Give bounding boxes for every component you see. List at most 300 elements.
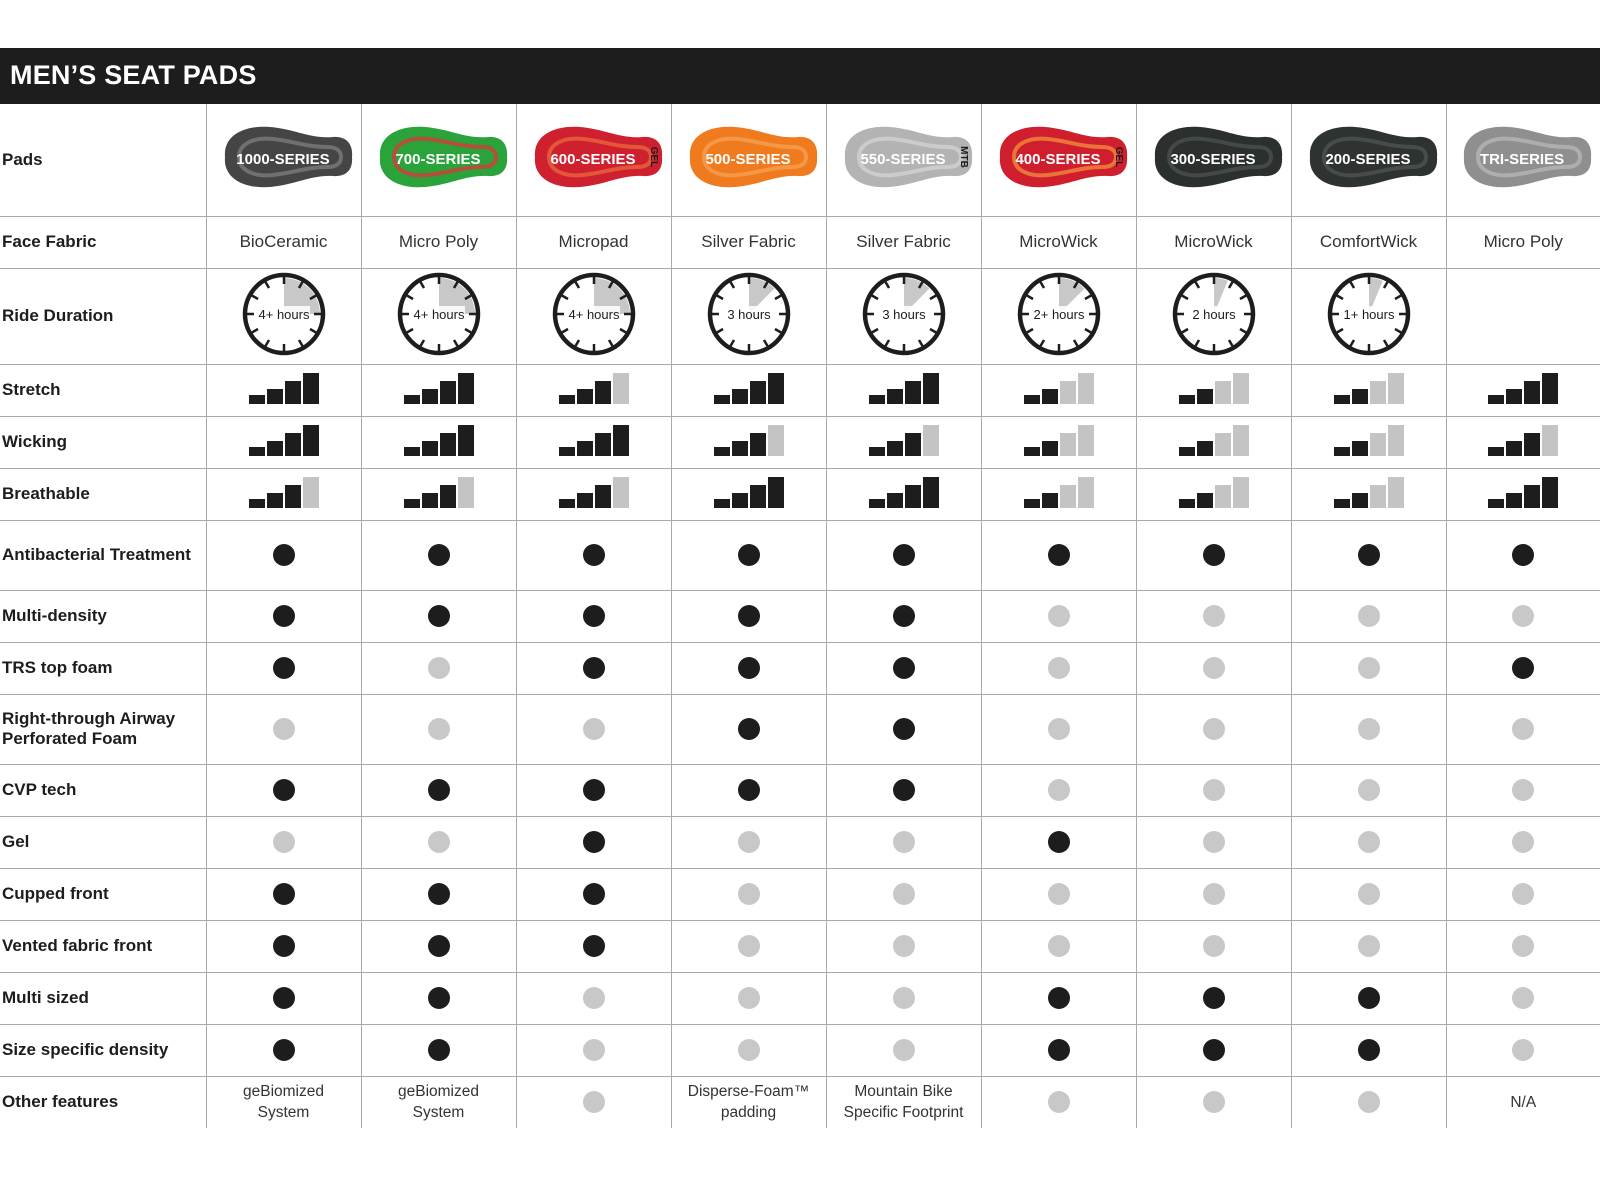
face-fabric-value: ComfortWick bbox=[1319, 232, 1418, 251]
rating-bar bbox=[1060, 381, 1076, 404]
feature-yes-dot bbox=[273, 987, 295, 1009]
rating-bar bbox=[750, 485, 766, 508]
face-fabric-value: Silver Fabric bbox=[701, 232, 796, 251]
row-label-text: Pads bbox=[2, 149, 43, 169]
row-size-specific-density-cell bbox=[516, 1024, 671, 1076]
row-airway-cell bbox=[1291, 694, 1446, 764]
rating-bars bbox=[1024, 424, 1094, 456]
row-cvp-tech-cell bbox=[981, 764, 1136, 816]
row-antibacterial-cell bbox=[1291, 520, 1446, 590]
feature-no-dot bbox=[428, 718, 450, 740]
feature-no-dot bbox=[1203, 718, 1225, 740]
row-multi-density bbox=[0, 590, 1600, 642]
row-breathable-cell bbox=[206, 468, 361, 520]
duration-label: 3 hours bbox=[726, 306, 771, 322]
row-vented-fabric-front-cell bbox=[1291, 920, 1446, 972]
feature-no-dot bbox=[1358, 657, 1380, 679]
rating-bar bbox=[732, 493, 748, 508]
row-label-text: Size specific density bbox=[2, 1040, 169, 1059]
rating-bar bbox=[1042, 389, 1058, 404]
row-wicking-cell bbox=[1291, 416, 1446, 468]
feature-no-dot bbox=[1203, 831, 1225, 853]
feature-yes-dot bbox=[273, 1039, 295, 1061]
feature-yes-dot bbox=[1203, 544, 1225, 566]
rating-bar bbox=[1506, 441, 1522, 456]
other-features-line1: Disperse-Foam™ bbox=[687, 1083, 810, 1101]
feature-yes-dot bbox=[1358, 987, 1380, 1009]
row-pads-cell bbox=[826, 104, 981, 216]
page-title: MEN’S SEAT PADS bbox=[10, 60, 257, 90]
rating-bars bbox=[1334, 476, 1404, 508]
row-wicking-cell bbox=[361, 416, 516, 468]
comparison-table bbox=[0, 104, 1600, 1128]
row-airway-cell bbox=[516, 694, 671, 764]
row-airway-cell bbox=[1446, 694, 1600, 764]
row-ride-duration-cell bbox=[361, 268, 516, 364]
row-cupped-front-cell bbox=[671, 868, 826, 920]
other-features-line1: Mountain Bike bbox=[854, 1083, 953, 1101]
row-multi-sized-cell bbox=[361, 972, 516, 1024]
feature-yes-dot bbox=[583, 605, 605, 627]
row-ride-duration-cell bbox=[671, 268, 826, 364]
feature-yes-dot bbox=[428, 935, 450, 957]
seat-pad-image bbox=[680, 117, 818, 197]
row-breathable bbox=[0, 468, 1600, 520]
feature-no-dot bbox=[1512, 831, 1534, 853]
feature-yes-dot bbox=[1358, 1039, 1380, 1061]
rating-bars bbox=[559, 476, 629, 508]
row-face-fabric bbox=[0, 216, 1600, 268]
feature-no-dot bbox=[1512, 987, 1534, 1009]
row-size-specific-density bbox=[0, 1024, 1600, 1076]
row-label-text: Gel bbox=[2, 832, 30, 851]
row-antibacterial-cell bbox=[1136, 520, 1291, 590]
row-antibacterial-cell bbox=[361, 520, 516, 590]
row-ride-duration-cell bbox=[516, 268, 671, 364]
feature-no-dot bbox=[1358, 1091, 1380, 1113]
row-trs-top-foam-cell bbox=[206, 642, 361, 694]
rating-bars bbox=[1488, 372, 1558, 404]
row-trs-top-foam-cell bbox=[671, 642, 826, 694]
feature-no-dot bbox=[738, 831, 760, 853]
rating-bar bbox=[577, 441, 593, 456]
feature-no-dot bbox=[1048, 718, 1070, 740]
pad-series-name: TRI-SERIES bbox=[1480, 151, 1565, 169]
row-breathable-cell bbox=[826, 468, 981, 520]
row-other-features-cell bbox=[516, 1076, 671, 1128]
feature-no-dot bbox=[893, 1039, 915, 1061]
rating-bar bbox=[422, 441, 438, 456]
pad-badge: MTB bbox=[957, 146, 969, 169]
feature-yes-dot bbox=[1048, 1039, 1070, 1061]
row-wicking-cell bbox=[1136, 416, 1291, 468]
rating-bar bbox=[613, 425, 629, 456]
rating-bar bbox=[1042, 493, 1058, 508]
rating-bars bbox=[1488, 476, 1558, 508]
row-label-text: Face Fabric bbox=[2, 232, 97, 251]
rating-bar bbox=[458, 373, 474, 404]
feature-yes-dot bbox=[273, 605, 295, 627]
feature-no-dot bbox=[893, 935, 915, 957]
row-cvp-tech-cell bbox=[206, 764, 361, 816]
rating-bar bbox=[1488, 395, 1504, 404]
row-breathable-cell bbox=[1291, 468, 1446, 520]
duration-label: 2 hours bbox=[1191, 306, 1236, 322]
row-vented-fabric-front-cell bbox=[206, 920, 361, 972]
row-breathable-cell bbox=[671, 468, 826, 520]
seat-pad-image bbox=[835, 117, 973, 197]
feature-yes-dot bbox=[273, 935, 295, 957]
row-vented-fabric-front-label bbox=[0, 920, 206, 972]
feature-yes-dot bbox=[583, 544, 605, 566]
rating-bar bbox=[1233, 477, 1249, 508]
rating-bar bbox=[595, 433, 611, 456]
feature-yes-dot bbox=[893, 544, 915, 566]
row-pads-cell bbox=[1136, 104, 1291, 216]
rating-bar bbox=[905, 381, 921, 404]
feature-yes-dot bbox=[893, 657, 915, 679]
rating-bar bbox=[714, 499, 730, 508]
rating-bar bbox=[404, 499, 420, 508]
rating-bar bbox=[404, 395, 420, 404]
row-airway-cell bbox=[671, 694, 826, 764]
row-face-fabric-cell bbox=[361, 216, 516, 268]
row-other-features-cell bbox=[671, 1076, 826, 1128]
row-multi-density-cell bbox=[826, 590, 981, 642]
rating-bar bbox=[732, 441, 748, 456]
feature-yes-dot bbox=[273, 883, 295, 905]
rating-bar bbox=[249, 395, 265, 404]
row-face-fabric-cell bbox=[671, 216, 826, 268]
other-features-line1: geBiomized bbox=[398, 1083, 479, 1101]
feature-no-dot bbox=[1512, 718, 1534, 740]
row-trs-top-foam-cell bbox=[1291, 642, 1446, 694]
row-multi-density-cell bbox=[1291, 590, 1446, 642]
feature-no-dot bbox=[583, 987, 605, 1009]
row-face-fabric-cell bbox=[1136, 216, 1291, 268]
row-breathable-cell bbox=[516, 468, 671, 520]
feature-no-dot bbox=[1512, 1039, 1534, 1061]
rating-bar bbox=[1352, 389, 1368, 404]
row-other-features-cell bbox=[981, 1076, 1136, 1128]
duration-clock bbox=[1170, 270, 1258, 358]
row-ride-duration-label bbox=[0, 268, 206, 364]
row-gel-cell bbox=[516, 816, 671, 868]
other-features-line1: N/A bbox=[1510, 1093, 1537, 1111]
rating-bar bbox=[1388, 425, 1404, 456]
rating-bar bbox=[1024, 447, 1040, 456]
row-wicking-cell bbox=[206, 416, 361, 468]
feature-yes-dot bbox=[1203, 1039, 1225, 1061]
rating-bar bbox=[1179, 395, 1195, 404]
rating-bar bbox=[1370, 433, 1386, 456]
rating-bar bbox=[613, 373, 629, 404]
row-airway-cell bbox=[826, 694, 981, 764]
rating-bars bbox=[249, 476, 319, 508]
row-ride-duration-cell bbox=[1136, 268, 1291, 364]
row-trs-top-foam-cell bbox=[826, 642, 981, 694]
rating-bar bbox=[869, 447, 885, 456]
row-other-features-label bbox=[0, 1076, 206, 1128]
row-label-line1: Right-through Airway bbox=[2, 709, 176, 728]
rating-bars bbox=[714, 476, 784, 508]
row-antibacterial-cell bbox=[516, 520, 671, 590]
rating-bar bbox=[1078, 373, 1094, 404]
row-cvp-tech-cell bbox=[671, 764, 826, 816]
row-face-fabric-cell bbox=[1446, 216, 1600, 268]
rating-bar bbox=[422, 493, 438, 508]
feature-yes-dot bbox=[583, 657, 605, 679]
feature-no-dot bbox=[583, 1091, 605, 1113]
feature-yes-dot bbox=[893, 718, 915, 740]
rating-bar bbox=[923, 425, 939, 456]
rating-bars bbox=[869, 424, 939, 456]
row-pads-cell bbox=[1446, 104, 1600, 216]
row-multi-density-cell bbox=[1446, 590, 1600, 642]
row-cupped-front-cell bbox=[1291, 868, 1446, 920]
feature-yes-dot bbox=[1512, 657, 1534, 679]
rating-bar bbox=[1488, 447, 1504, 456]
rating-bar bbox=[440, 433, 456, 456]
row-vented-fabric-front-cell bbox=[1136, 920, 1291, 972]
rating-bar bbox=[1334, 499, 1350, 508]
rating-bar bbox=[1334, 395, 1350, 404]
feature-no-dot bbox=[1203, 883, 1225, 905]
rating-bar bbox=[613, 477, 629, 508]
feature-yes-dot bbox=[1048, 831, 1070, 853]
row-breathable-label bbox=[0, 468, 206, 520]
feature-no-dot bbox=[1358, 779, 1380, 801]
rating-bar bbox=[577, 493, 593, 508]
row-antibacterial bbox=[0, 520, 1600, 590]
feature-no-dot bbox=[583, 718, 605, 740]
rating-bar bbox=[887, 389, 903, 404]
feature-yes-dot bbox=[893, 605, 915, 627]
feature-no-dot bbox=[738, 935, 760, 957]
row-other-features-cell bbox=[1136, 1076, 1291, 1128]
feature-no-dot bbox=[893, 883, 915, 905]
row-multi-sized-cell bbox=[206, 972, 361, 1024]
rating-bar bbox=[440, 485, 456, 508]
row-face-fabric-cell bbox=[206, 216, 361, 268]
feature-no-dot bbox=[1203, 779, 1225, 801]
feature-no-dot bbox=[738, 883, 760, 905]
row-vented-fabric-front-cell bbox=[516, 920, 671, 972]
pad-series-name: 500-SERIES bbox=[704, 151, 791, 169]
row-size-specific-density-cell bbox=[826, 1024, 981, 1076]
feature-yes-dot bbox=[428, 883, 450, 905]
row-stretch-cell bbox=[1291, 364, 1446, 416]
row-size-specific-density-cell bbox=[361, 1024, 516, 1076]
row-face-fabric-cell bbox=[826, 216, 981, 268]
duration-clock bbox=[705, 270, 793, 358]
row-label-text: TRS top foam bbox=[2, 658, 113, 677]
row-trs-top-foam-cell bbox=[516, 642, 671, 694]
feature-no-dot bbox=[428, 831, 450, 853]
row-airway-cell bbox=[1136, 694, 1291, 764]
row-vented-fabric-front-cell bbox=[1446, 920, 1600, 972]
row-multi-sized-label bbox=[0, 972, 206, 1024]
rating-bar bbox=[559, 499, 575, 508]
rating-bar bbox=[1078, 425, 1094, 456]
other-features-line1: geBiomized bbox=[243, 1083, 324, 1101]
rating-bar bbox=[577, 389, 593, 404]
row-multi-density-cell bbox=[206, 590, 361, 642]
row-cupped-front-cell bbox=[516, 868, 671, 920]
row-airway bbox=[0, 694, 1600, 764]
face-fabric-value: Silver Fabric bbox=[856, 232, 951, 251]
rating-bar bbox=[768, 373, 784, 404]
feature-yes-dot bbox=[1512, 544, 1534, 566]
feature-no-dot bbox=[893, 831, 915, 853]
row-trs-top-foam-cell bbox=[1446, 642, 1600, 694]
row-cupped-front bbox=[0, 868, 1600, 920]
rating-bars bbox=[404, 476, 474, 508]
row-cupped-front-label bbox=[0, 868, 206, 920]
feature-yes-dot bbox=[738, 779, 760, 801]
row-wicking-cell bbox=[981, 416, 1136, 468]
pad-series-name: 700-SERIES bbox=[394, 151, 481, 169]
pad-series-name: 400-SERIES bbox=[1014, 151, 1101, 169]
duration-clock bbox=[1325, 270, 1413, 358]
feature-yes-dot bbox=[273, 657, 295, 679]
duration-label: 4+ hours bbox=[258, 306, 309, 322]
rating-bar bbox=[1197, 493, 1213, 508]
row-multi-density-cell bbox=[671, 590, 826, 642]
rating-bars bbox=[869, 372, 939, 404]
row-size-specific-density-cell bbox=[671, 1024, 826, 1076]
feature-no-dot bbox=[1048, 657, 1070, 679]
feature-yes-dot bbox=[428, 605, 450, 627]
rating-bar bbox=[1024, 395, 1040, 404]
rating-bar bbox=[923, 477, 939, 508]
rating-bar bbox=[595, 485, 611, 508]
feature-no-dot bbox=[1512, 935, 1534, 957]
duration-clock bbox=[860, 270, 948, 358]
row-size-specific-density-cell bbox=[1136, 1024, 1291, 1076]
row-cupped-front-cell bbox=[361, 868, 516, 920]
row-stretch-label bbox=[0, 364, 206, 416]
row-wicking bbox=[0, 416, 1600, 468]
feature-yes-dot bbox=[1048, 987, 1070, 1009]
rating-bar bbox=[1388, 373, 1404, 404]
rating-bar bbox=[1506, 493, 1522, 508]
row-trs-top-foam-cell bbox=[1136, 642, 1291, 694]
row-vented-fabric-front-cell bbox=[826, 920, 981, 972]
feature-no-dot bbox=[1358, 883, 1380, 905]
row-size-specific-density-label bbox=[0, 1024, 206, 1076]
duration-clock bbox=[1015, 270, 1103, 358]
rating-bars bbox=[1179, 476, 1249, 508]
row-multi-density-cell bbox=[516, 590, 671, 642]
feature-no-dot bbox=[583, 1039, 605, 1061]
row-other-features-cell bbox=[1291, 1076, 1446, 1128]
seat-pad-image bbox=[525, 117, 663, 197]
row-cvp-tech-cell bbox=[1136, 764, 1291, 816]
feature-yes-dot bbox=[738, 657, 760, 679]
rating-bar bbox=[1215, 433, 1231, 456]
rating-bar bbox=[404, 447, 420, 456]
seat-pad-image bbox=[990, 117, 1128, 197]
row-ride-duration-cell bbox=[981, 268, 1136, 364]
rating-bar bbox=[285, 485, 301, 508]
feature-yes-dot bbox=[583, 831, 605, 853]
other-features-text bbox=[207, 1081, 361, 1123]
row-label-text: Wicking bbox=[2, 432, 68, 451]
row-multi-sized-cell bbox=[671, 972, 826, 1024]
row-cupped-front-cell bbox=[206, 868, 361, 920]
face-fabric-value: BioCeramic bbox=[239, 232, 328, 251]
row-gel-cell bbox=[1291, 816, 1446, 868]
row-pads-cell bbox=[671, 104, 826, 216]
rating-bar bbox=[750, 381, 766, 404]
feature-no-dot bbox=[1358, 831, 1380, 853]
row-multi-sized bbox=[0, 972, 1600, 1024]
duration-label: 2+ hours bbox=[1033, 306, 1084, 322]
seat-pad-image bbox=[1454, 117, 1592, 197]
face-fabric-value: MicroWick bbox=[1174, 232, 1253, 251]
feature-no-dot bbox=[1512, 779, 1534, 801]
row-antibacterial-cell bbox=[206, 520, 361, 590]
rating-bar bbox=[887, 493, 903, 508]
rating-bar bbox=[1024, 499, 1040, 508]
row-size-specific-density-cell bbox=[1446, 1024, 1600, 1076]
rating-bars bbox=[1334, 372, 1404, 404]
feature-no-dot bbox=[1048, 883, 1070, 905]
rating-bar bbox=[1042, 441, 1058, 456]
row-other-features bbox=[0, 1076, 1600, 1128]
rating-bars bbox=[1024, 372, 1094, 404]
other-features-line2: System bbox=[412, 1104, 465, 1122]
other-features-line2: padding bbox=[720, 1104, 777, 1122]
row-wicking-cell bbox=[671, 416, 826, 468]
row-ride-duration-cell bbox=[1291, 268, 1446, 364]
rating-bar bbox=[1370, 485, 1386, 508]
row-label-text: Antibacterial Treatment bbox=[2, 545, 191, 564]
row-pads bbox=[0, 104, 1600, 216]
row-gel-cell bbox=[206, 816, 361, 868]
face-fabric-value: MicroWick bbox=[1019, 232, 1098, 251]
row-ride-duration-cell bbox=[826, 268, 981, 364]
rating-bars bbox=[404, 424, 474, 456]
rating-bar bbox=[905, 485, 921, 508]
duration-label: 4+ hours bbox=[568, 306, 619, 322]
rating-bar bbox=[1334, 447, 1350, 456]
rating-bar bbox=[458, 425, 474, 456]
row-cupped-front-cell bbox=[826, 868, 981, 920]
row-label-text: Stretch bbox=[2, 380, 61, 399]
rating-bar bbox=[923, 373, 939, 404]
row-size-specific-density-cell bbox=[981, 1024, 1136, 1076]
pad-series-name: 550-SERIES bbox=[859, 151, 946, 169]
rating-bar bbox=[1370, 381, 1386, 404]
other-features-text bbox=[827, 1081, 981, 1123]
row-multi-sized-cell bbox=[516, 972, 671, 1024]
row-gel-cell bbox=[361, 816, 516, 868]
feature-no-dot bbox=[1048, 779, 1070, 801]
rating-bar bbox=[458, 477, 474, 508]
rating-bars bbox=[249, 424, 319, 456]
feature-no-dot bbox=[738, 987, 760, 1009]
rating-bar bbox=[1060, 485, 1076, 508]
feature-yes-dot bbox=[273, 779, 295, 801]
rating-bar bbox=[1542, 425, 1558, 456]
row-label-text: Vented fabric front bbox=[2, 936, 153, 955]
row-cvp-tech-cell bbox=[1446, 764, 1600, 816]
feature-no-dot bbox=[1048, 605, 1070, 627]
row-gel-cell bbox=[826, 816, 981, 868]
rating-bar bbox=[714, 447, 730, 456]
